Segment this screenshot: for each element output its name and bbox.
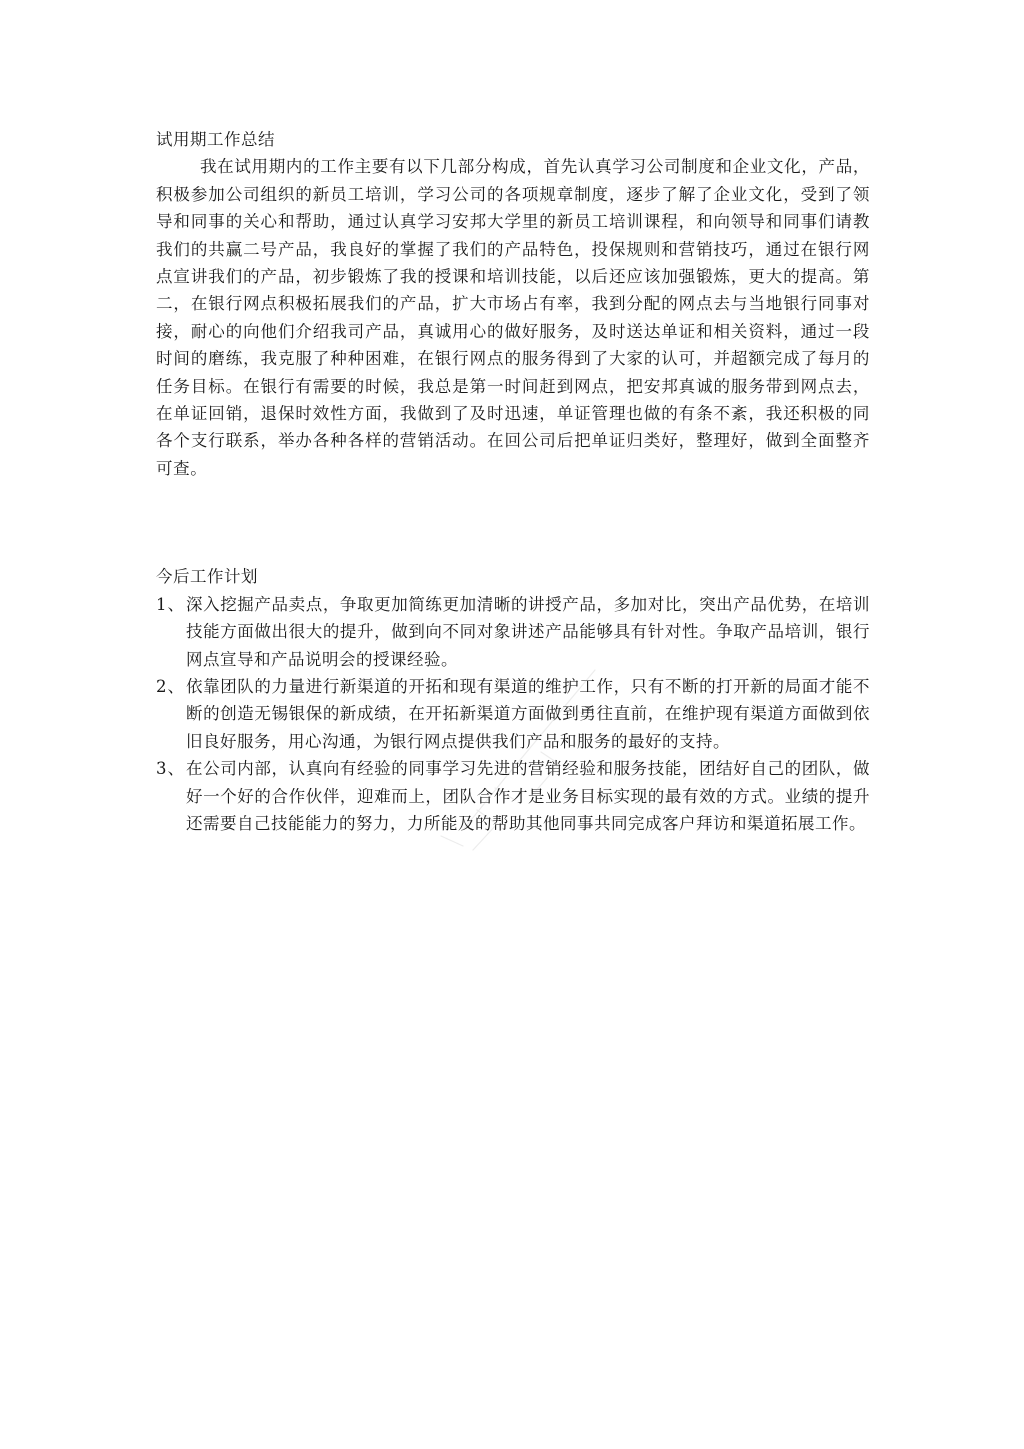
plan-item-text: 在公司内部，认真向有经验的同事学习先进的营销经验和服务技能，团结好自己的团队，做好一个好的合作伙伴，迎难而上，团队合作才是业务目标实现的最有效的方式。业绩的提升还需要自己技能能力的努力，力所能及的帮助其他同事共同完成客户拜访和渠道拓展工作。	[186, 759, 870, 833]
plan-item-text: 依靠团队的力量进行新渠道的开拓和现有渠道的维护工作，只有不断的打开新的局面才能不断的创造无锡银保的新成绩，在开拓新渠道方面做到勇往直前，在维护现有渠道方面做到依旧良好服务，用心沟通，为银行网点提供我们产品和服务的最好的支持。	[186, 676, 870, 751]
summary-title: 试用期工作总结	[156, 130, 275, 149]
plan-item-1	[156, 591, 870, 673]
plan-item-number: 2、	[156, 676, 185, 696]
plan-item-text: 深入挖掘产品卖点，争取更加简练更加清晰的讲授产品，多加对比，突出产品优势，在培训技能方面做出很大的提升，做到向不同对象讲述产品能够具有针对性。争取产品培训，银行网点宣导和产品说明会的授课经验。	[186, 594, 870, 669]
document-content	[156, 126, 870, 837]
summary-paragraph: 我在试用期内的工作主要有以下几部分构成，首先认真学习公司制度和企业文化，产品，积极参加公司组织的新员工培训，学习公司的各项规章制度，逐步了解了企业文化，受到了领导和同事的关心和帮助，通过认真学习安邦大学里的新员工培训课程，和向领导和同事们请教我们的共赢二号产品，我良好的掌握了我们的产品特色，投保规则和营销技巧，通过在银行网点宣讲我们的产品，初步锻炼了我的授课和培训技能，以后还应该加强锻炼，更大的提高。第二，在银行网点积极拓展我们的产品，扩大市场占有率，我到分配的网点去与当地银行同事对接，耐心的向他们介绍我司产品，真诚用心的做好服务，及时送达单证和相关资料，通过一段时间的磨练，我克服了种种困难，在银行网点的服务得到了大家的认可，并超额完成了每月的任务目标。在银行有需要的时候，我总是第一时间赶到网点，把安邦真诚的服务带到网点去，在单证回销，退保时效性方面，我做到了及时迅速，单证管理也做的有条不紊，我还积极的同各个支行联系，举办各种各样的营销活动。在回公司后把单证归类好，整理好，做到全面整齐可查。	[156, 157, 870, 478]
plan-item-number: 1、	[156, 594, 185, 614]
plan-item-2	[156, 673, 870, 755]
plan-item-3	[156, 755, 870, 837]
plan-title: 今后工作计划	[156, 567, 258, 587]
plan-list	[156, 591, 870, 838]
plan-item-number: 3、	[156, 759, 185, 779]
